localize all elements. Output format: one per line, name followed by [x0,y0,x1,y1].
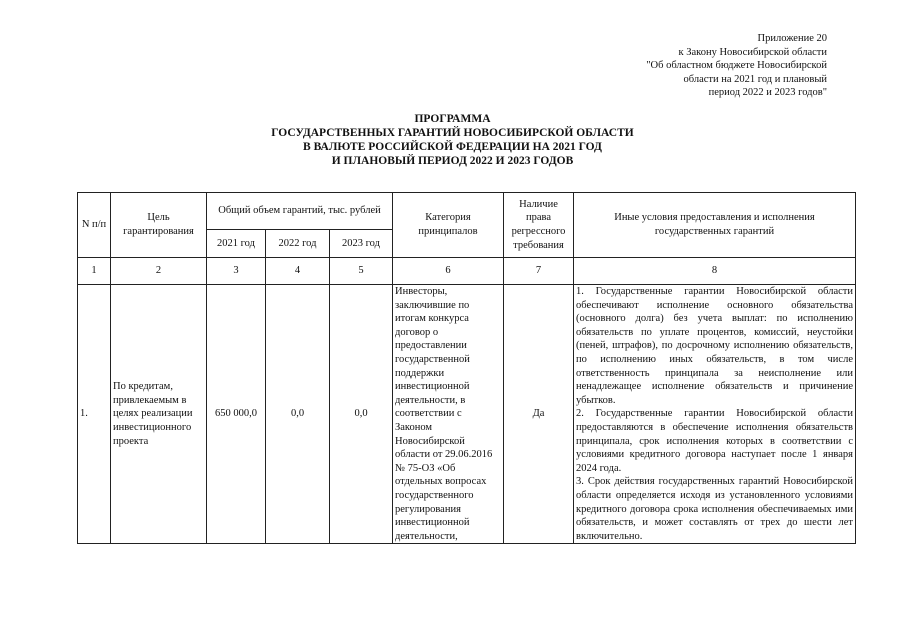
column-number: 4 [266,258,330,285]
column-number: 8 [574,258,856,285]
header-volume: Общий объем гарантий, тыс. рублей [207,193,393,230]
row-volume-2022: 0,0 [266,285,330,544]
title-line: ГОСУДАРСТВЕННЫХ ГАРАНТИЙ НОВОСИБИРСКОЙ ОБЛАСТИ [271,127,634,139]
header-other-conditions: Иные условия предоставления и исполнения государственных гарантий [574,193,856,258]
row-purpose: По кредитам, привлекаемым в целях реализации инвестиционного проекта [111,285,207,544]
annex-line: Приложение 20 [757,33,827,44]
header-num: N п/п [78,193,111,258]
header-regress: Наличие права регрессного требования [504,193,574,258]
row-regress: Да [504,285,574,544]
condition-paragraph: 1. Государственные гарантии Новосибирской области обеспечивают исполнение основного обязательства (основного долга) без учета выплат: по исполнению обязательств по уплате процентов, комиссий, неустойки (пеней, штрафов), по досрочному исполнению обязательств, по исполнению иных обязательств, в том числе ответственность принципала за неисполнение или ненадлежащее исполнение обязательств и причинение убытков. [576,286,853,406]
title-line: И ПЛАНОВЫЙ ПЕРИОД 2022 И 2023 ГОДОВ [331,155,574,167]
header-year-2021: 2021 год [207,230,266,258]
annex-header [646,32,827,100]
row-conditions [574,285,856,544]
table-row [78,285,856,544]
column-number: 5 [330,258,393,285]
column-number: 7 [504,258,574,285]
column-number: 3 [207,258,266,285]
row-volume-2021: 650 000,0 [207,285,266,544]
row-number: 1. [78,285,111,544]
column-number: 2 [111,258,207,285]
document-title [0,112,905,168]
title-line: В ВАЛЮТЕ РОССИЙСКОЙ ФЕДЕРАЦИИ НА 2021 ГОД [303,141,602,153]
header-purpose: Цель гарантирования [111,193,207,258]
header-category: Категория принципалов [393,193,504,258]
guarantees-table [77,192,856,544]
condition-paragraph: 2. Государственные гарантии Новосибирской области предоставляются в обеспечение исполнения обязательств принципала, срок исполнения которых в соответствии с условиями кредитного договора наступает после 1 января 2024 года. [576,408,853,474]
column-number: 1 [78,258,111,285]
row-volume-2023: 0,0 [330,285,393,544]
title-line: ПРОГРАММА [414,113,491,125]
header-year-2023: 2023 год [330,230,393,258]
annex-line: области на 2021 год и плановый [683,73,827,85]
condition-paragraph: 3. Срок действия государственных гарантий Новосибирской области определяется исходя из установленного условиями кредитного договора срока исполнения обеспечиваемых ими обязательств, и может составлять от трех до шести лет включительно. [576,476,853,542]
header-year-2022: 2022 год [266,230,330,258]
annex-line: период 2022 и 2023 годов" [708,87,827,98]
annex-line: к Закону Новосибирской области [678,46,827,58]
row-category: Инвесторы, заключившие по итогам конкурса договор о предоставлении государственной поддержки инвестиционной деятельности, в соответствии с Законом Новосибирской области от 29.06.2016 № 75-ОЗ «Об отдельных вопросах государственного регулирования инвестиционной деятельности, [393,285,504,544]
annex-line: "Об областном бюджете Новосибирской [646,60,827,71]
column-number: 6 [393,258,504,285]
